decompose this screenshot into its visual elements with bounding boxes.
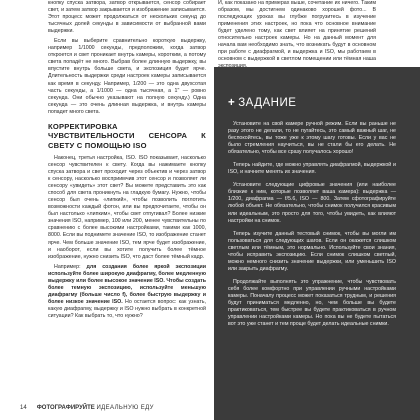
task-paragraph-5: Продолжайте выполнять это упражнение, чтобы чувствовать себя более комфортно при управлении ручными настройками камеры. Поначалу процесс может показаться трудным, и решения будут приниматься медленно, но, чем больше вы будете практиковаться, тем быстрее вы будете практиковаться в ручном управлении настройками камеры. Но пока вы не будете пытаться вот это уже станет и тем проще будет делать идеальные снимки. — [228, 278, 396, 328]
paragraph-exposure-time: Если вы выберите сравнительно короткую выдержку, например 1/1000 секунды, предположим, когда затвор откроется и свет проникает внутрь камеры, коротким, а потому света попадёт не много. Выбрав более длинную выдержку, вы впустите внутрь больше света, и экспозиция будет ярче. Длительность выдержки среди настроек камеры записывается как время в секунду. Например, 1/200 — это одна двухсотая часть секунды, а 1/1000 — одна тысячная, а 1" — ровно секунда. Они обычно указывают на полную секунду.) Одна секунда — это очень длинная выдержка, и внутрь камеры попадет много света. — [48, 38, 206, 115]
task-title-text: ЗАДАНИЕ — [238, 97, 297, 109]
task-paragraph-2: Теперь найдите, где можно управлять диафрагмой, выдержкой и ISO, и начните менять их значения. — [228, 162, 396, 176]
right-top-text — [218, 0, 376, 70]
example-lead: Например: — [54, 263, 87, 270]
paragraph-example — [48, 264, 206, 320]
left-text-column — [48, 0, 206, 323]
plus-icon: + — [228, 97, 236, 109]
paragraph-right-intro: И, как показано на примерах выше, сочетание их ничего. Таким образом, мы достигнем одинаково хорошей фото... В последующих уроках вы глубже погрузитесь в изучение применения этих настроек, но пока что основное внимание будет уделено тому, как свет влияет на принятие решений относительно настроек камеры. Но на данный момент для начала вам необходимо знать, что возникать будут в основном при работе с диафрагмой, и выдержка и ISO, мы работаем в основном с выдержкой в светлом помещении или тёмная наша — [218, 0, 376, 63]
page-footer — [20, 405, 200, 411]
task-box — [214, 67, 420, 420]
task-title — [228, 97, 296, 109]
section-heading-iso: КОРРЕКТИРОВКА ЧУВСТВИТЕЛЬНОСТИ СЕНСОРА К СВЕТУ С ПОМОЩЬЮ ISO — [48, 121, 206, 150]
page-number: 14 — [20, 405, 27, 411]
footer-brand: ФОТОГРАФИРУЙТЕ — [36, 405, 95, 411]
paragraph-shutter: кнопку спуска затвора, затвор открывается, сенсор собирает свет, и затем затвор закрывается и изображение записывается. Этот процесс может продолжаться от нескольких секунд до тысячных долей секунды в зависимости от выбранной вами выдержки. — [48, 0, 206, 35]
task-body — [228, 121, 396, 334]
example-tail: Но остается вопрос: как узнать, какую диафрагму, выдержку и ISO нужно выбрать в конкретной ситуации? Как выбрать то, что нужно? — [48, 298, 206, 319]
footer-subtitle: ИДЕАЛЬНУЮ ЕДУ — [96, 405, 154, 411]
task-paragraph-3: Установите следующие цифровые значения (или наиболее близкие к ним, которые позволяет ваша камера): выдержка — 1/200, диафрагма — f/5.6, ISO — 800. Затем сфотографируйте любой объект. Не обязательно, чтобы снимок получился красивым или идеальным, это просто для того, чтобы увидеть, как влияют настройки на снимок. — [228, 182, 396, 224]
task-paragraph-4: Теперь изучите данный тестовый снимок, чтобы вы могли им пользоваться для следующих шагов. Если он окажется слишком светлым или тёмным, это нормально. Используйте свои знания, чтобы исправить экспозицию. Если снимок слишком светлый, можно немного снизить значение выдержки, или уменьшить ISO или закрыть диафрагму. — [228, 230, 396, 272]
task-paragraph-1: Установите на свой камере ручной режим. Если вы раньше не разу этого не делали, то не пугайтесь, это самый важный шаг, не беспокойтесь, вы тоже уже к этому шагу готовы. Если у вас не было стремления научиться, вы не стали бы его делать. Не обязательно, чтобы все сразу получалось хорошо! — [228, 121, 396, 156]
paragraph-iso: Наконец, третья настройка, ISO. ISO показывает, насколько сенсор чувствителен к свету. Когда вы нажимаете кнопку спуска затвора и свет проходит через объектив и через затвор к сенсору, насколько восприимчив этот сенсор и позволяет ли сенсору «увидеть» этот свет? Вы можете представить это как способ для света проникнуть на гладкую бумагу. Нужно, чтобы сенсор был очень «липкий», чтобы позволить поглотить возможности каждый фотон, или вы предпочитаете, чтобы он был настолько «липким», чтобы свет отпугивал? Более низкие значения ISO, например, 100 или 200, менее чувствительны по сравнению с более высокими настройками, такими как 1000, 8000. Если вы поднимете значение ISO, то изображение станет ярче. Чем больше значение ISO, тем ярче будет изображение, и наоборот, если вы хотите получить более тёмное изображение, нужно снизить ISO, что даст более тёмный кадр. — [48, 154, 206, 260]
example-bold-text: для создания более яркой экспозиции используйте более широкую диафрагму, более медленную выдержку или более высокое значение ISO. Чтобы создать более темную экспозицию, используйте меньшую диафрагму (больше число f), более быструю выдержку и более низкое значение ISO. — [48, 263, 206, 305]
